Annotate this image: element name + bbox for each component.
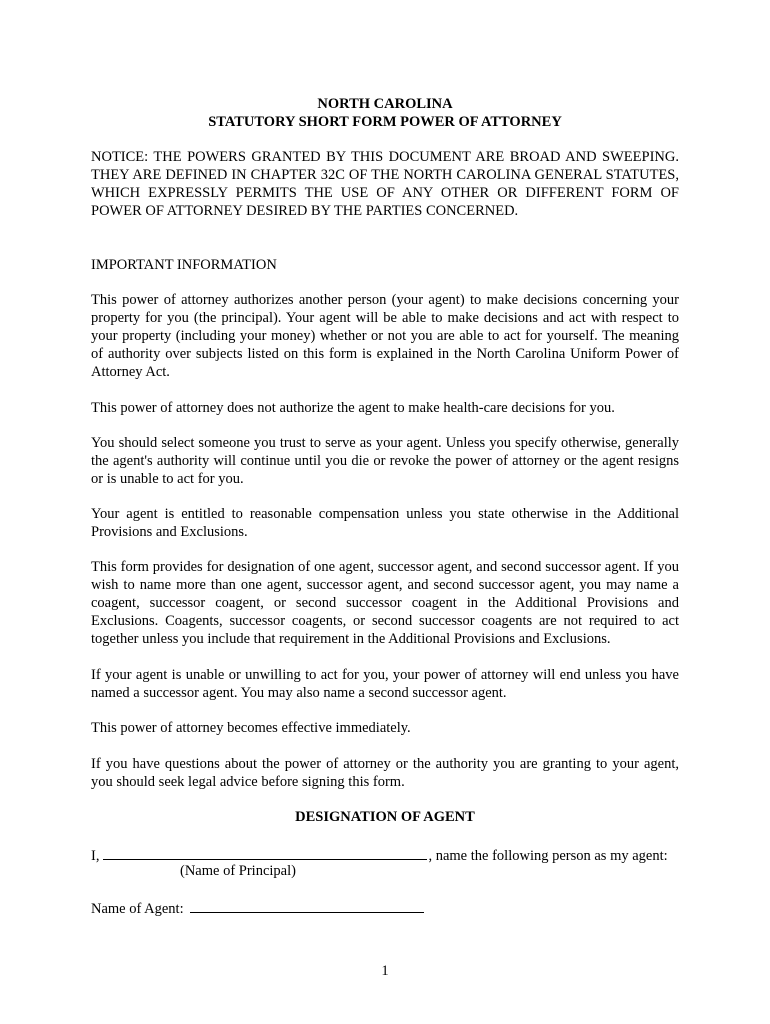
principal-caption: (Name of Principal) [180, 863, 296, 879]
paragraph-designation: This form provides for designation of one agent, successor agent, and second successor agent. If you wish to name more than one agent, successor agent, and second successor agent, you may name a coagent, successor coagent, or second successor coagent in the Additional Provisions and Exclusions. Coagents, successor coagents, or second successor coagents are not required to act together unless you include that requirement in the Additional Provisions and Exclusions. [91, 559, 679, 647]
agent-name-field[interactable] [190, 898, 424, 913]
principal-prefix: I, [91, 848, 100, 864]
paragraph-effective: This power of attorney becomes effective immediately. [91, 720, 411, 736]
form-title: STATUTORY SHORT FORM POWER OF ATTORNEY [208, 114, 562, 130]
designation-heading: DESIGNATION OF AGENT [295, 809, 475, 825]
paragraph-compensation: Your agent is entitled to reasonable compensation unless you state otherwise in the Additional Provisions and Exclusions. [91, 506, 679, 540]
principal-name-field[interactable] [103, 845, 427, 860]
paragraph-legal-advice: If you have questions about the power of attorney or the authority you are granting to your agent, you should seek legal advice before signing this form. [91, 756, 679, 790]
agent-label: Name of Agent: [91, 901, 184, 917]
notice-paragraph: NOTICE: THE POWERS GRANTED BY THIS DOCUMENT ARE BROAD AND SWEEPING. THEY ARE DEFINED IN CHAPTER 32C OF THE NORTH CAROLINA GENERAL STATUTES, WHICH EXPRESSLY PERMITS THE USE OF ANY OTHER OR DIFFERENT FORM OF POWER OF ATTORNEY DESIRED BY THE PARTIES CONCERNED. [91, 149, 679, 219]
important-information-heading: IMPORTANT INFORMATION [91, 257, 277, 273]
principal-suffix: , name the following person as my agent: [428, 848, 668, 864]
agent-line [91, 898, 679, 918]
state-title: NORTH CAROLINA [317, 96, 453, 112]
paragraph-health-care: This power of attorney does not authorize the agent to make health-care decisions for you. [91, 400, 615, 416]
paragraph-successor: If your agent is unable or unwilling to act for you, your power of attorney will end unless you have named a successor agent. You may also name a second successor agent. [91, 667, 679, 701]
paragraph-authority: This power of attorney authorizes another person (your agent) to make decisions concerning your property for you (the principal). Your agent will be able to make decisions and act with respect to your property (including your money) whether or not you are able to act for yourself. The meaning of authority over subjects listed on this form is explained in the North Carolina Uniform Power of Attorney Act. [91, 292, 679, 380]
paragraph-trust: You should select someone you trust to serve as your agent. Unless you specify otherwise, generally the agent's authority will continue until you die or revoke the power of attorney or the agent resigns or is unable to act for you. [91, 435, 679, 487]
page-number: 1 [381, 963, 389, 979]
